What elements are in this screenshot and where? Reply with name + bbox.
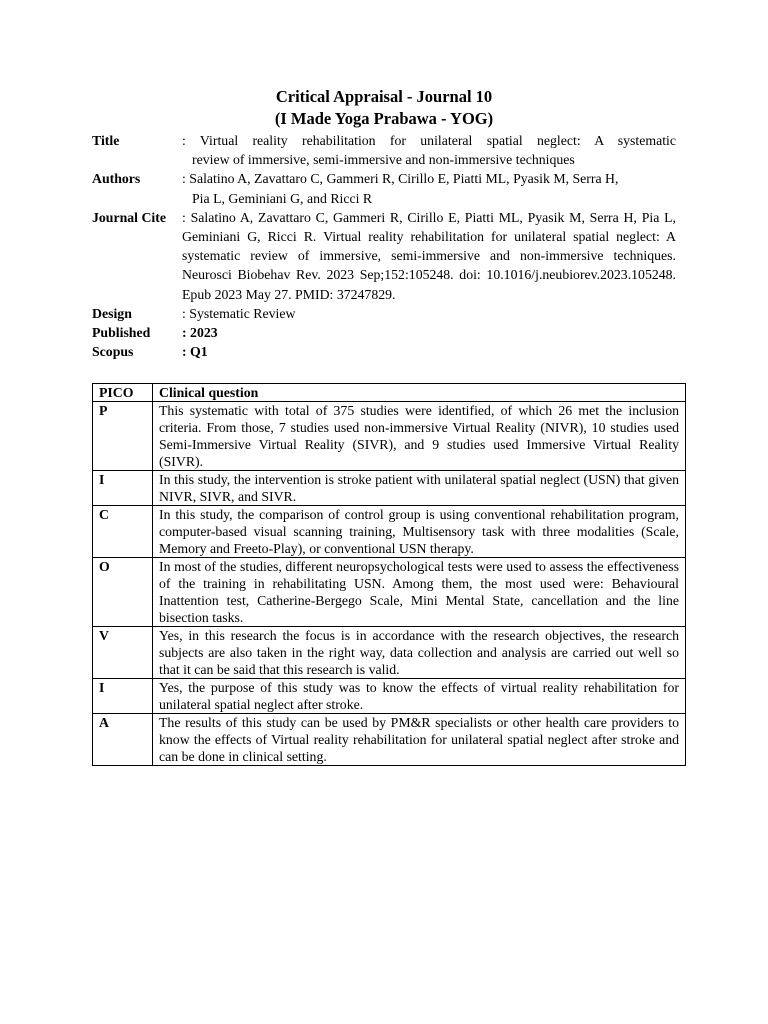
- meta-scopus-label: Scopus: [92, 344, 134, 360]
- pico-key-cell: P: [93, 402, 153, 471]
- meta-published-label: Published: [92, 325, 151, 341]
- pico-key-cell: A: [93, 714, 153, 766]
- meta-title-label: Title: [92, 133, 120, 148]
- meta-published-row: [92, 323, 676, 342]
- meta-scopus-row: [92, 342, 676, 361]
- table-row: [93, 627, 686, 679]
- table-row: [93, 558, 686, 627]
- table-row: [93, 506, 686, 558]
- meta-design-value: : Systematic Review: [182, 305, 296, 321]
- meta-design-label: Design: [92, 305, 132, 321]
- pico-text-cell: In this study, the comparison of control group is using conventional rehabilitation program, computer-based visual scanning training, Multisensory task with three modalities (Scale, Memory and Freeto-Play), or conventional USN therapy.: [153, 506, 686, 558]
- meta-authors-line-1: : Salatino A, Zavattaro C, Gammeri R, Cirillo E, Piatti ML, Pyasik M, Serra H,: [182, 171, 619, 187]
- table-row: [93, 679, 686, 714]
- pico-key-cell: I: [93, 679, 153, 714]
- document-title: [0, 86, 768, 130]
- pico-text-cell: In most of the studies, different neuropsychological tests were used to assess the effectiveness of the training in rehabilitating USN. Among them, the most used were: Behavioural Inattention test, Catherine-Bergego Scale, Mini Mental State, cancellation and the line bisection tasks.: [153, 558, 686, 627]
- meta-scopus-value: : Q1: [182, 344, 208, 360]
- meta-design-row: [92, 304, 676, 323]
- meta-authors-line-2: Pia L, Geminiani G, and Ricci R: [192, 190, 373, 206]
- pico-table: [92, 383, 686, 766]
- pico-header-row: [93, 384, 686, 402]
- pico-header-key: PICO: [93, 384, 153, 402]
- meta-cite-value: : Salatino A, Zavattaro C, Gammeri R, Cirillo E, Piatti ML, Pyasik M, Serra H, Pia L, Geminiani G, Ricci R. Virtual reality rehabilitation for unilateral spatial neglect: A systematic review of immersive, semi-immersive and non-immersive techniques. Neurosci Biobehav Rev. 2023 Sep;152:105248. doi: 10.1016/j.neubiorev.2023.105248. Epub 2023 May 27. PMID: 37247829.: [182, 209, 676, 302]
- pico-text-cell: The results of this study can be used by PM&R specialists or other health care providers to know the effects of Virtual reality rehabilitation for unilateral spatial neglect after stroke and can be done in clinical setting.: [153, 714, 686, 766]
- meta-title-line-2: review of immersive, semi-immersive and non-immersive techniques: [192, 152, 575, 168]
- meta-title-row: [92, 131, 676, 169]
- article-metadata: [92, 131, 676, 361]
- pico-text-cell: In this study, the intervention is stroke patient with unilateral spatial neglect (USN) that given NIVR, SIVR, and SIVR.: [153, 471, 686, 506]
- title-line-1: Critical Appraisal - Journal 10: [275, 87, 493, 106]
- meta-authors-label: Authors: [92, 171, 141, 187]
- pico-header-question: Clinical question: [153, 384, 686, 402]
- meta-authors-value: [182, 169, 676, 207]
- meta-title-line-1: : Virtual reality rehabilitation for unilateral spatial neglect: A systematic: [182, 133, 676, 148]
- meta-title-value: [182, 131, 676, 169]
- pico-key-cell: V: [93, 627, 153, 679]
- meta-cite-row: [92, 208, 676, 304]
- title-line-2: (I Made Yoga Prabawa - YOG): [274, 109, 494, 128]
- table-row: [93, 471, 686, 506]
- pico-key-cell: O: [93, 558, 153, 627]
- meta-authors-row: [92, 169, 676, 207]
- pico-text-cell: Yes, the purpose of this study was to know the effects of virtual reality rehabilitation for unilateral spatial neglect after stroke.: [153, 679, 686, 714]
- meta-published-value: : 2023: [182, 325, 218, 341]
- table-row: [93, 714, 686, 766]
- pico-key-cell: C: [93, 506, 153, 558]
- pico-text-cell: This systematic with total of 375 studies were identified, of which 26 met the inclusion criteria. From those, 7 studies used non-immersive Virtual Reality (NIVR), 10 studies used Semi-Immersive Virtual Reality (SIVR), and 9 studies used Immersive Virtual Reality (SIVR).: [153, 402, 686, 471]
- pico-text-cell: Yes, in this research the focus is in accordance with the research objectives, the research subjects are also taken in the right way, data collection and analysis are carried out well so that it can be said that this research is valid.: [153, 627, 686, 679]
- table-row: [93, 402, 686, 471]
- pico-key-cell: I: [93, 471, 153, 506]
- meta-cite-label: Journal Cite: [92, 209, 166, 225]
